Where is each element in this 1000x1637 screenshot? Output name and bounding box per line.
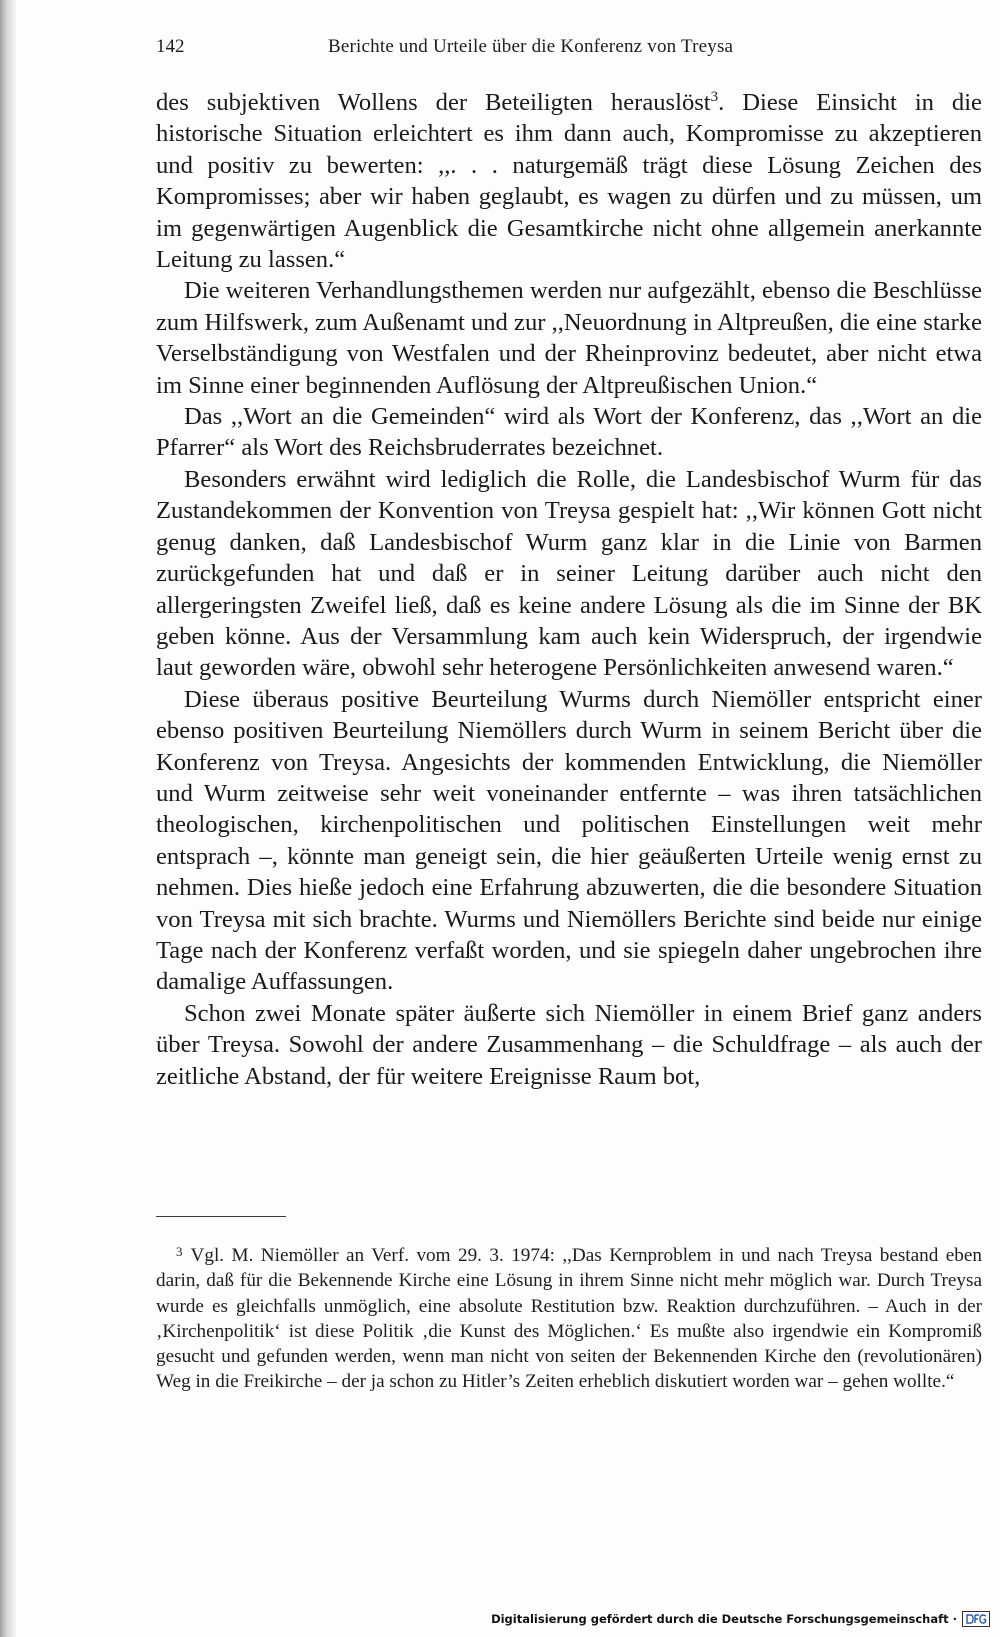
footnote-mark: 3 [176, 1244, 183, 1259]
running-title: Berichte und Urteile über die Konferenz von Treysa [328, 36, 734, 57]
paragraph-text: . Diese Einsicht in die historische Situation erleichtert es ihm dann auch, Kompromisse zu akzeptieren und positiv zu bewerten: ,,. . . naturgemäß trägt diese Lösung Zeichen des Kompromisses; aber wir haben geglaubt, es wagen zu dürfen und zu müssen, um im gegenwärtigen Augenblick die Gesamtkirche nicht ohne allgemein anerkannte Leitung zu lassen.“ [156, 89, 982, 274]
page-header [156, 36, 982, 64]
dfg-logo [962, 1611, 990, 1627]
footnote-text: Vgl. M. Niemöller an Verf. vom 29. 3. 1974: ,,Das Kernproblem in und nach Treysa bestand eben darin, daß für die Bekennende Kirche eine Lösung in ihrem Sinne nicht mehr möglich war. Durch Treysa wurde es gleichfalls unmöglich, eine absolute Restitution bzw. Reaktion durchzuführen. – Auch in der ‚Kirchenpolitik‘ ist diese Politik ‚die Kunst des Möglichen.‘ Es mußte also irgendwie ein Kompromiß gesucht und gefunden werden, wenn man nicht von seiten der Bekennenden Kirche den (revolutionären) Weg in die Freikirche – der ja schon zu Hitler’s Zeiten erheblich diskutiert worden war – gehen wollte.“ [156, 1245, 982, 1393]
paragraph: Schon zwei Monate später äußerte sich Niemöller in einem Brief ganz anders über Treysa. Sowohl der andere Zusammenhang – die Schuldfrage – als auch der zeitliche Abstand, der für weitere Ereignisse Raum bot, [156, 999, 982, 1090]
footnote-reference[interactable]: 3 [710, 88, 719, 105]
paragraph: Die weiteren Verhandlungsthemen werden nur aufgezählt, ebenso die Beschlüsse zum Hilfswerk, zum Außenamt und zur ,,Neuordnung in Altpreußen, die eine starke Verselbständigung von Westfalen und der Rheinprovinz bedeutet, aber nicht etwa im Sinne einer beginnenden Auflösung der Altpreußischen Union.“ [156, 277, 982, 399]
paragraph [156, 87, 982, 275]
body-text [156, 87, 982, 1092]
digitization-notice [491, 1609, 990, 1629]
paragraph: Besonders erwähnt wird lediglich die Rolle, die Landesbischof Wurm für das Zustandekommen der Konvention von Treysa gespielt hat: ,,Wir können Gott nicht genug danken, daß Landesbischof Wurm ganz klar in die Linie von Barmen zurückgefunden hat und daß er in seiner Leitung darüber auch nicht den allergeringsten Zweifel ließ, daß es keine andere Lösung als die im Sinne der BK geben könne. Aus der Versammlung kam auch kein Widerspruch, der irgendwie laut geworden wäre, obwohl sehr heterogene Persönlichkeiten anwesend waren.“ [156, 465, 982, 682]
paragraph: Das ,,Wort an die Gemeinden“ wird als Wort der Konferenz, das ,,Wort an die Pfarrer“ als Wort des Reichsbruderrates bezeichnet. [156, 403, 982, 462]
page-gutter-shadow [0, 0, 16, 1637]
paragraph: Diese überaus positive Beurteilung Wurms durch Niemöller entspricht einer ebenso positiven Beurteilung Niemöllers durch Wurm in seinem Bericht über die Konferenz von Treysa. Angesichts der kommenden Entwicklung, die Niemöller und Wurm zeitweise sehr weit voneinander entfernte – was ihren tatsächlichen theologischen, kirchenpolitischen und politischen Einstellungen weit mehr entsprach –, könnte man geneigt sein, die hier geäußerten Urteile wenig ernst zu nehmen. Dies hieße jedoch eine Erfahrung abzuwerten, die die besondere Situation von Treysa mit sich brachte. Wurms und Niemöllers Berichte sind beide nur einige Tage nach der Konferenz verfaßt worden, und sie spiegeln daher ungebrochen ihre damalige Auffassungen. [156, 685, 982, 996]
paragraph-text: des subjektiven Wollens der Beteiligten herauslöst [156, 89, 711, 116]
dfg-logo-icon [965, 1614, 987, 1624]
page-number: 142 [156, 36, 185, 57]
footnote [156, 1239, 982, 1395]
funding-notice-text: Digitalisierung gefördert durch die Deutsche Forschungsgemeinschaft · [491, 1612, 957, 1626]
footnote-divider [156, 1216, 286, 1217]
